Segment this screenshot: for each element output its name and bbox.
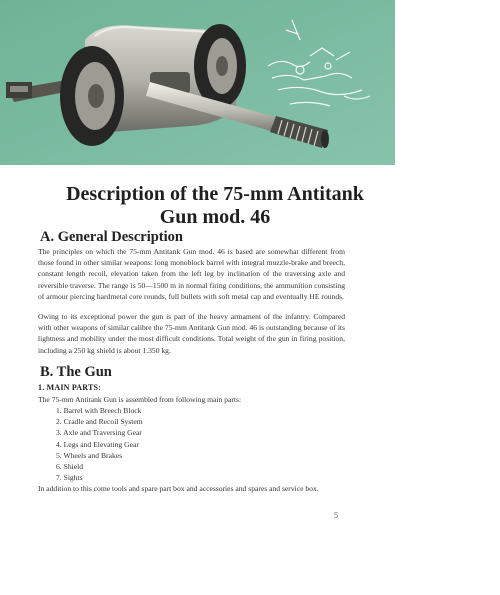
list-item: 4. Legs and Elevating Gear <box>56 439 139 449</box>
page-title <box>0 183 430 229</box>
right-wheel <box>194 24 246 108</box>
page-number: 5 <box>334 511 338 520</box>
list-item: 1. Barrel with Breech Block <box>56 406 142 415</box>
antitank-gun-illustration <box>0 0 395 165</box>
list-item: 3. Axle and Traversing Gear <box>56 428 142 438</box>
section-b-heading: B. The Gun <box>40 364 112 380</box>
gun-photograph <box>0 0 395 165</box>
section-a-heading: A. General Description <box>40 229 183 245</box>
list-item: 7. Sights <box>56 473 83 483</box>
title-line-1: Description of the 75-mm Antitank <box>66 183 364 205</box>
section-a-paragraph-1: The principles on which the 75-mm Antitank Gun mod. 46 is based are somewhat different from those found in other similar weapons: long monoblock barrel with integral muzzle-brake and breech, constant length recoil, elevation taken from the left leg by inclination of the traversing axle and reversible traverse. The range is 50—1500 m in normal firing conditions, the ammunition consisting of armour piercing hardmetal core rounds, full bullets with soft metal cap and eventually HE rounds. <box>38 247 345 301</box>
title-line-2: Gun mod. 46 <box>159 206 271 228</box>
list-item: 2. Cradle and Recoil System <box>56 417 143 427</box>
main-parts-list <box>56 405 143 483</box>
closing-paragraph: In addition to this come tools and spare part box and accessories and spares and service box. <box>38 484 319 493</box>
left-wheel <box>60 46 124 146</box>
section-a-paragraph-2: Owing to its exceptional power the gun is part of the heavy armament of the infantry. Compared with other weapons of similar calibre the 75-mm Antitank Gun mod. 46 is outstanding because of its lightness and mobility under the most difficult conditions. Total weight of the gun in firing position, including a 250 kg shield is about 1.350 kg. <box>38 312 345 355</box>
main-parts-intro: The 75-mm Antitank Gun is assembled from following main parts: <box>38 395 242 404</box>
list-item: 5. Wheels and Brakes <box>56 450 123 460</box>
list-item: 6. Shield <box>56 462 84 472</box>
main-parts-heading: 1. MAIN PARTS: <box>38 383 102 392</box>
